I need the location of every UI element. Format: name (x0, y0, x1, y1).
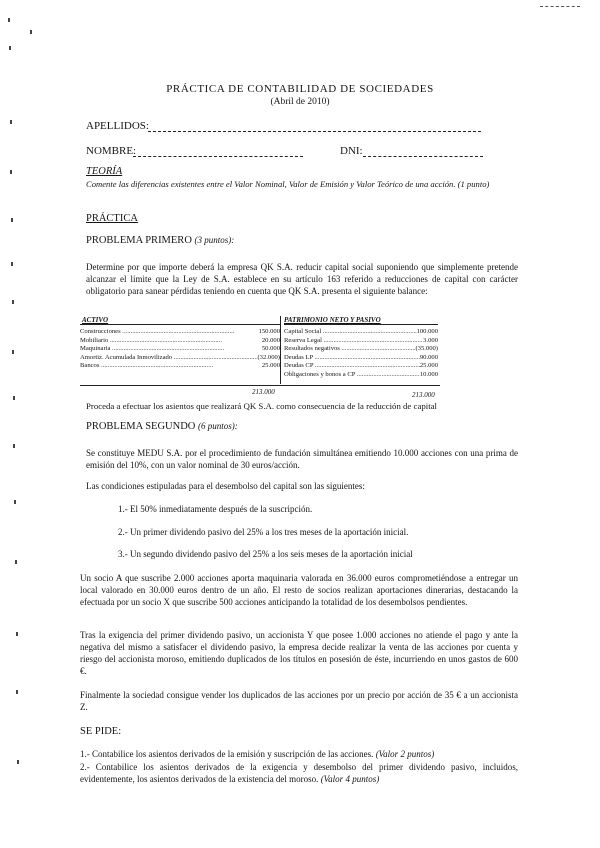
activo-value: 50.000 (261, 345, 280, 353)
pasivo-label: Deudas LP ..... (284, 354, 420, 363)
teoria-heading: TEORÍA (86, 166, 123, 177)
se-pide-item2 (80, 761, 518, 785)
apellidos-label: APELLIDOS: (86, 120, 149, 132)
scan-mark (12, 350, 14, 354)
dni-label: DNI: (340, 145, 363, 157)
scan-mark (11, 218, 13, 222)
pasivo-label: Deudas CP ..... (284, 362, 420, 371)
se-pide-item1-text: 1.- Contabilice los asientos derivados de la emisión y suscripción de las acciones. (80, 749, 374, 759)
problema2-p3: Un socio A que suscribe 2.000 acciones aporta maquinaria valorada en 36.000 euros comprometiéndose a entregar un local valorado en 30.000 euros dentro de un año. El resto de socios realizan aportaciones dinerarias, destacando la efectuada por un socio X que suscribe 500 acciones anticipando la totalidad de los desembolsos pendientes. (80, 573, 518, 607)
activo-row (80, 354, 280, 363)
pasivo-label: Resultados negativos ..... (284, 345, 415, 354)
nombre-label: NOMBRE: (86, 145, 137, 157)
pasivo-label: Reserva Legal ..... (284, 337, 423, 346)
problema1-text: Determine por que importe deberá la empresa QK S.A. reducir capital social suponiendo que simplemente pretende alcanzar el límite que la Ley de S.A. establece en su artículo 163 referido a reducciones de capital con carácter obligatorio para sanear pérdidas teniendo en cuenta que QK S.A. presenta el siguiente balance: (86, 262, 518, 296)
scan-mark (540, 6, 580, 7)
activo-row (80, 345, 280, 354)
scan-mark (14, 500, 16, 504)
teoria-text: Comente las diferencias existentes entre el Valor Nominal, Valor de Emisión y Valor Teórico de una acción. (1 punto) (86, 179, 490, 189)
activo-label: Mobiliario ..... (80, 337, 222, 346)
document-title: PRÁCTICA DE CONTABILIDAD DE SOCIEDADES (166, 83, 434, 95)
scan-mark (9, 46, 11, 50)
scan-mark (16, 690, 18, 694)
scan-mark (17, 760, 19, 764)
activo-rows (80, 328, 280, 371)
condition-item: 2.- Un primer dividendo pasivo del 25% a los tres meses de la aportación inicial. (118, 527, 409, 537)
pasivo-column (284, 316, 438, 380)
condition-item: 1.- El 50% inmediatamente después de la suscripción. (118, 504, 313, 514)
condition-item: 3.- Un segundo dividendo pasivo del 25% a los seis meses de la aportación inicial (118, 549, 413, 559)
problema1-heading-row (86, 235, 234, 246)
scan-mark (11, 262, 13, 266)
problema1-heading: PROBLEMA PRIMERO (86, 235, 192, 246)
activo-row (80, 328, 280, 337)
pasivo-header: PATRIMONIO NETO Y PASIVO (284, 316, 438, 325)
pasivo-row (284, 354, 438, 363)
problema1-task: Proceda a efectuar los asientos que realizará QK S.A. como consecuencia de la reducción de capital (86, 401, 437, 411)
pasivo-row (284, 328, 438, 337)
pasivo-value: (35.000) (415, 345, 438, 353)
problema2-p1: Se constituye MEDU S.A. por el procedimiento de fundación simultánea emitiendo 10.000 acciones con una prima de emisión del 10%, con un valor nominal de 30 euros/acción. (86, 448, 518, 470)
activo-value: 20.000 (261, 336, 280, 344)
se-pide-item1 (80, 748, 518, 760)
se-pide-item2-text: 2.- Contabilice los asientos derivados de la exigencia y desembolso del primer dividendo pasivo, incluidos, evidentemente, los asientos derivados de la existencia del moroso. (80, 762, 518, 784)
table-divider (280, 316, 281, 384)
activo-value: 25.000 (261, 362, 280, 370)
scan-mark (13, 444, 15, 448)
se-pide-heading: SE PIDE: (80, 726, 122, 737)
activo-label: Bancos ..... (80, 362, 213, 371)
table-bottom-rule (80, 385, 440, 386)
scan-mark (10, 120, 12, 124)
scan-mark (10, 170, 12, 174)
pasivo-value: 25.000 (419, 362, 438, 370)
document-date: (Abril de 2010) (270, 97, 330, 107)
scan-mark (30, 30, 32, 34)
pasivo-row (284, 345, 438, 354)
scan-mark (8, 18, 10, 22)
pasivo-row (284, 371, 438, 380)
problema1-points: (3 puntos): (194, 235, 235, 245)
apellidos-field[interactable] (148, 131, 481, 132)
scan-mark (13, 396, 15, 400)
problema2-heading: PROBLEMA SEGUNDO (86, 421, 196, 432)
activo-label: Maquinaria ..... (80, 345, 224, 354)
pasivo-row (284, 362, 438, 371)
total-activo: 213.000 (252, 388, 275, 396)
problema2-points: (6 puntos): (198, 421, 238, 431)
nombre-field[interactable] (133, 156, 303, 157)
activo-label: Construcciones ..... (80, 328, 234, 337)
scan-mark (12, 300, 14, 304)
dni-field[interactable] (363, 156, 483, 157)
scan-mark (15, 560, 17, 564)
pasivo-value: 10.000 (419, 370, 438, 378)
activo-value: (32.000) (257, 353, 280, 361)
practica-heading: PRÁCTICA (86, 213, 138, 224)
problema2-p5: Finalmente la sociedad consigue vender los duplicados de las acciones por un precio por acción de 35 € a un accionista Z. (80, 690, 518, 712)
pasivo-row (284, 337, 438, 346)
pasivo-value: 90.000 (419, 353, 438, 361)
activo-label: Amortiz. Acumulada Inmovilizado ..... (80, 354, 257, 363)
problema2-p2: Las condiciones estipuladas para el desembolso del capital son las siguientes: (86, 481, 365, 491)
pasivo-label: Obligaciones y bonos a CP ..... (284, 371, 420, 380)
activo-row (80, 337, 280, 346)
activo-column (80, 316, 280, 371)
problema2-p4: Tras la exigencia del primer dividendo pasivo, un accionista Y que posee 1.000 acciones no atiende el pago y ante la negativa del mismo a satisfacer el dividendo pasivo, la empresa decide realizar la venta de las acciones por cuenta y riesgo del accionista moroso, emitiendo duplicados de los títulos en posesión de éste, incurriendo en unos gastos de 600 €. (80, 630, 518, 676)
activo-row (80, 362, 280, 371)
activo-value: 150.000 (258, 328, 280, 335)
pasivo-label: Capital Social ..... (284, 328, 417, 337)
se-pide-item1-points: (Valor 2 puntos) (375, 749, 435, 759)
pasivo-rows (284, 328, 438, 380)
scan-mark (16, 632, 18, 636)
activo-header: ACTIVO (80, 316, 280, 325)
problema2-heading-row (86, 421, 238, 432)
total-pasivo: 213.000 (412, 391, 435, 399)
se-pide-item2-points: (Valor 4 puntos) (320, 774, 380, 784)
pasivo-value: 3.000 (423, 336, 438, 344)
pasivo-value: 100.000 (416, 328, 438, 335)
